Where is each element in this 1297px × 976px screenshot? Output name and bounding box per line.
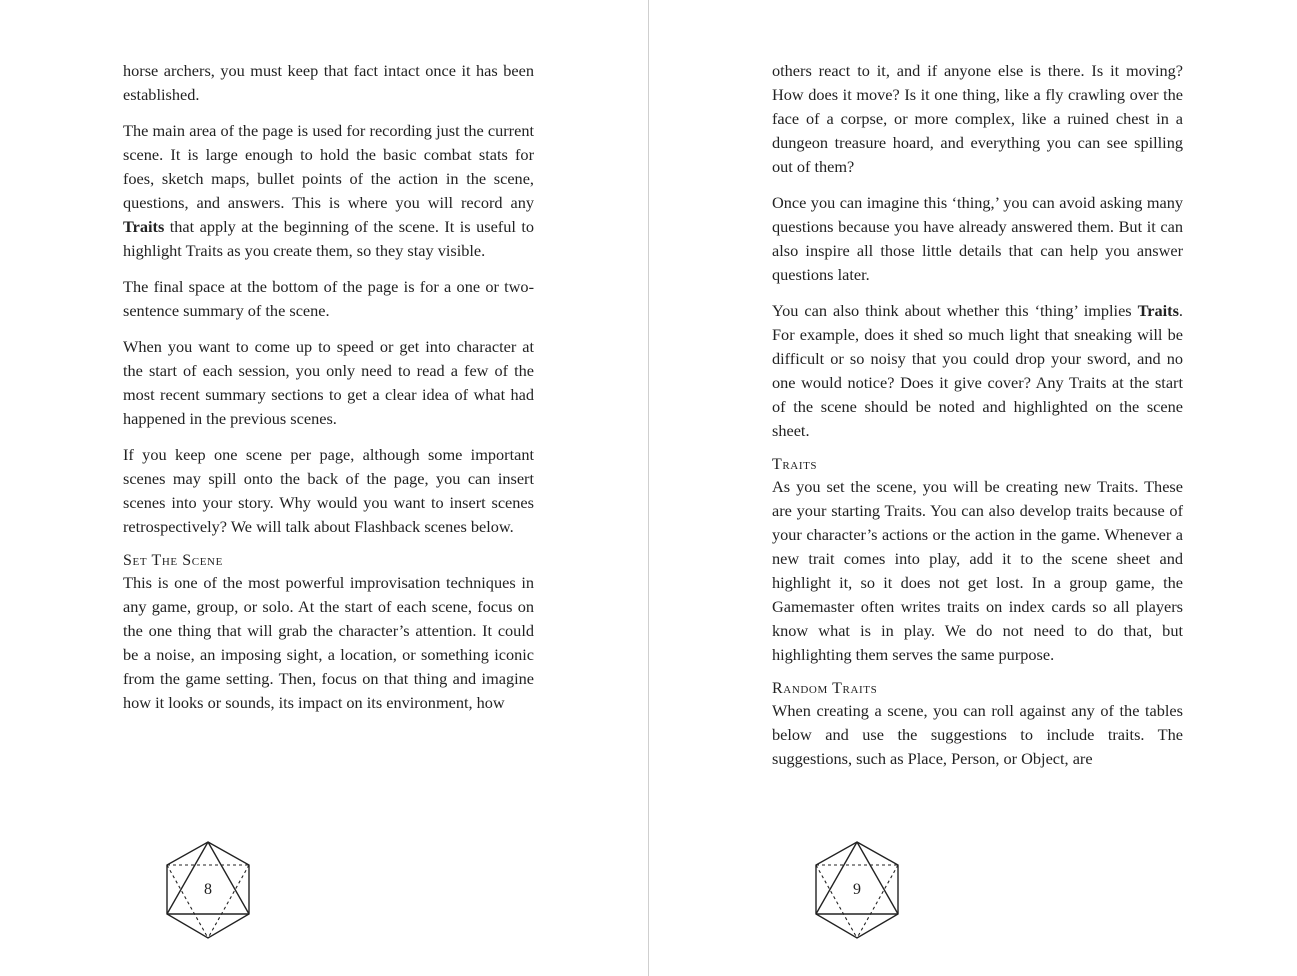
body-paragraph: The final space at the bottom of the page is for a one or two-sentence summary of the scene. (123, 277, 534, 320)
body-paragraph: horse archers, you must keep that fact intact once it has been established. (123, 61, 534, 104)
body-paragraph: When creating a scene, you can roll against any of the tables below and use the suggestions to include traits. The suggestions, such as Place, Person, or Object, are (772, 701, 1183, 768)
paragraph-text: . For example, does it shed so much light that sneaking will be difficult or so noisy that you could drop your sword, and no one would notice? Does it give cover? Any Traits at the start of the scene should be noted and highlighted on the scene sheet. (772, 301, 1183, 440)
page-number-badge (163, 840, 253, 940)
body-paragraph (772, 299, 1183, 443)
paragraph-text: You can also think about whether this ‘thing’ implies (772, 301, 1138, 320)
bold-term-traits: Traits (1137, 301, 1179, 320)
left-page (0, 0, 648, 976)
page-number: 8 (204, 881, 212, 898)
body-paragraph (123, 119, 534, 263)
body-paragraph: Once you can imagine this ‘thing,’ you can avoid asking many questions because you have already answered them. But it can also inspire all those little details that can help you answer questions later. (772, 193, 1183, 284)
section-heading-set-the-scene: Set The Scene (123, 552, 223, 569)
page-number: 9 (853, 881, 861, 898)
body-paragraph: When you want to come up to speed or get into character at the start of each session, you only need to read a few of the most recent summary sections to get a clear idea of what had happened in the previous scenes. (123, 337, 534, 428)
paragraph-text: The main area of the page is used for recording just the current scene. It is large enough to hold the basic combat stats for foes, sketch maps, bullet points of the action in the scene, questions, and answers. This is where you will record any (123, 121, 534, 212)
section-heading-random-traits: Random Traits (772, 680, 878, 697)
right-page-body (772, 59, 1183, 783)
right-page (649, 0, 1297, 976)
left-page-body (123, 59, 534, 727)
body-paragraph: This is one of the most powerful improvisation techniques in any game, group, or solo. At the start of each scene, focus on the one thing that will grab the character’s attention. It could be a noise, an imposing sight, a location, or something iconic from the game setting. Then, focus on that thing and imagine how it looks or sounds, its impact on its environment, how (123, 573, 534, 712)
body-paragraph: If you keep one scene per page, although some important scenes may spill onto the back of the page, you can insert scenes into your story. Why would you want to insert scenes retrospectively? We will talk about Flashback scenes below. (123, 445, 534, 536)
body-paragraph: As you set the scene, you will be creating new Traits. These are your starting Traits. You can also develop traits because of your character’s actions or the action in the game. Whenever a new trait comes into play, add it to the scene sheet and highlight it, so it does not get lost. In a group game, the Gamemaster often writes traits on index cards so all players know what is in play. We do not need to do that, but highlighting them serves the same purpose. (772, 477, 1183, 664)
section-heading-traits: Traits (772, 456, 818, 473)
paragraph-text: that apply at the beginning of the scene. It is useful to highlight Traits as you create them, so they stay visible. (123, 217, 534, 260)
page-number-badge (812, 840, 902, 940)
body-paragraph: others react to it, and if anyone else is there. Is it moving? How does it move? Is it one thing, like a fly crawling over the face of a corpse, or more complex, like a ruined chest in a dungeon treasure hoard, and everything you can see spilling out of them? (772, 61, 1183, 176)
bold-term-traits: Traits (123, 217, 165, 236)
